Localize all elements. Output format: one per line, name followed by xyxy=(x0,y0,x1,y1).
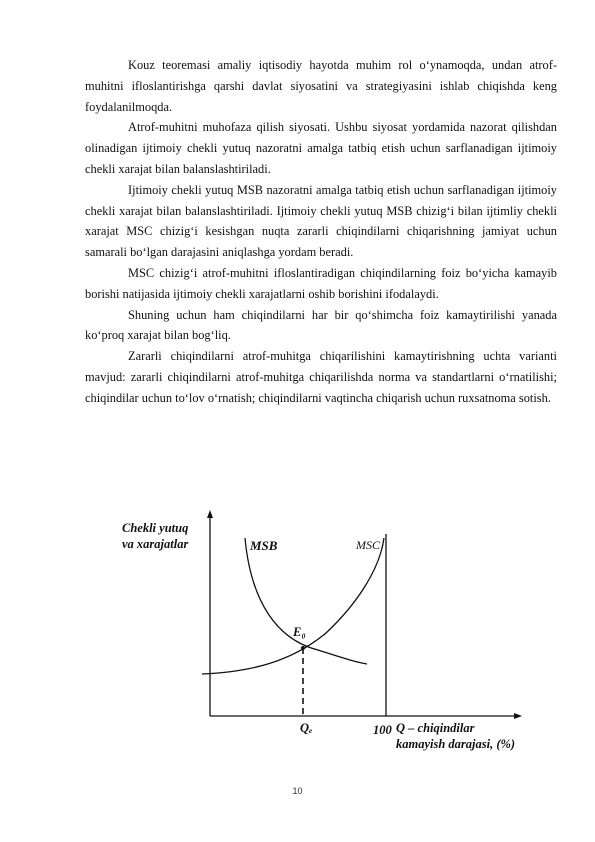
document-body xyxy=(85,55,557,409)
paragraph-4: MSC chizig‘i atrof-muhitni ifloslantiradigan chiqindilarning foiz bo‘yicha kamayib borishi natijasida ijtimoiy chekli xarajatlarni oshib borishini ifodalaydi. xyxy=(85,265,557,301)
y-axis-label: Chekli yutuq va xarajatlar xyxy=(122,521,189,551)
paragraph-6: Zararli chiqindilarni atrof-muhitga chiqarilishini kamaytirishning uchta varianti mavjud: zararli chiqindilarni atrof-muhitga chiqarilishda norma va standartlarni o‘rnatilishi; chiqindilar uchun to‘lov o‘rnatish; chiqindilarni vaqtincha chiqarish uchun ruxsatnoma sotish. xyxy=(85,349,557,405)
x-axis-label: Q – chiqindilar kamayish darajasi, (%) xyxy=(396,721,516,751)
msc-label: MSC xyxy=(356,538,380,552)
equilibrium-label: E₀ xyxy=(293,625,306,639)
msb-curve xyxy=(245,538,367,664)
equilibrium-point xyxy=(301,646,305,650)
msb-label: MSB xyxy=(250,538,278,553)
page-number: 10 xyxy=(292,786,303,796)
msb-msc-diagram xyxy=(118,508,538,758)
msc-curve xyxy=(202,538,384,674)
paragraph-5: Shuning uchun ham chiqindilarni har bir qo‘shimcha foiz kamaytirilishi yanada ko‘proq xarajat bilan bog‘liq. xyxy=(85,307,557,343)
y-axis-arrow xyxy=(207,510,213,518)
paragraph-2: Atrof-muhitni muhofaza qilish siyosati. Ushbu siyosat yordamida nazorat qilishdan olinadigan ijtimoiy chekli yutuq nazoratni amalga tatbiq etish uchun sarflanadigan ijtimoiy chekli xarajat bilan balanslashtiriladi. xyxy=(85,120,557,176)
paragraph-3: Ijtimoiy chekli yutuq MSB nazoratni amalga tatbiq etish uchun sarflanadigan ijtimoiy chekli xarajat bilan balanslashtiriladi. Ijtimoiy chekli yutuq MSB chizig‘i bilan ijtimliy chekli xarajat MSC chizig‘i kesishgan nuqta zararli chiqindilarni chiqarishning jamiyat uchun samarali bo‘lgan darajasini aniqlashga yordam beradi. xyxy=(85,182,557,260)
qe-label: Qₑ xyxy=(300,721,313,735)
paragraph-1: Kouz teoremasi amaliy iqtisodiy hayotda muhim rol o‘ynamoqda, undan atrof-muhitni ifloslantirishga qarshi davlat siyosatini va strategiyasini ishlab chiqishda keng foydalanilmoqda. xyxy=(85,58,557,114)
x-axis-arrow xyxy=(514,713,522,719)
max-reduction-label: 100 xyxy=(373,723,392,737)
